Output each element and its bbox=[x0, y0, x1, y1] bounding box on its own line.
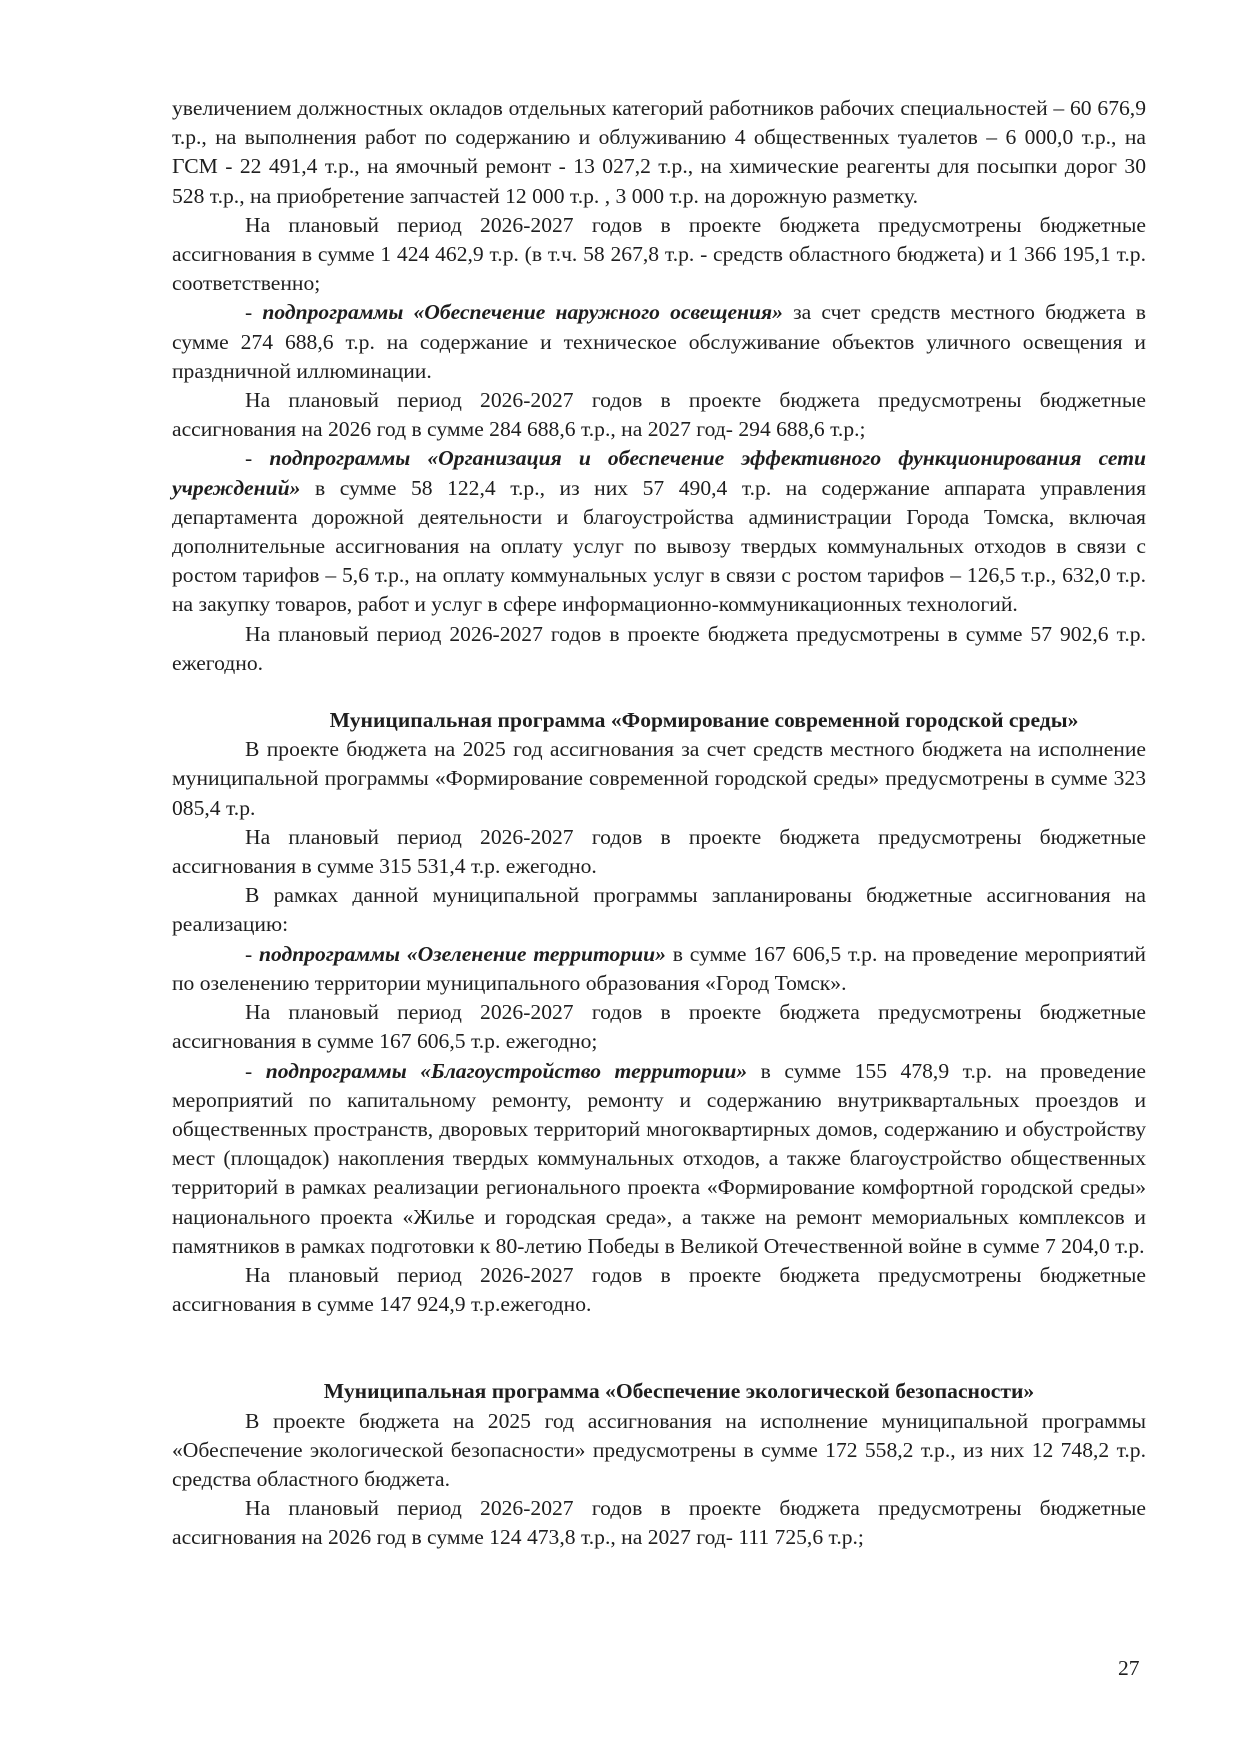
subprogram-title: подпрограммы «Обеспечение наружного освещения» bbox=[262, 300, 783, 325]
paragraph: На плановый период 2026-2027 годов в проекте бюджета предусмотрены бюджетные ассигнования в сумме 147 924,9 т.р.ежегодно. bbox=[172, 1262, 1146, 1317]
section-heading: Муниципальная программа «Формирование современной городской среды» bbox=[329, 708, 1079, 733]
dash: - bbox=[245, 1058, 266, 1083]
subprogram-text: в сумме 155 478,9 т.р. на проведение мероприятий по капитальному ремонту, ремонту и содержанию внутриквартальных проездов и общественных пространств, дворовых территорий многоквартирных домов, содержанию и обустройству мест (площадок) накопления твердых коммунальных отходов, а также благоустройство общественных территорий в рамках реализации регионального проекта «Формирование комфортной городской среды» национального проекта «Жилье и городская среда», а также на ремонт мемориальных комплексов и памятников в рамках подготовки к 80-летию Победы в Великой Отечественной войне в сумме 7 204,0 т.р. bbox=[172, 1058, 1146, 1258]
paragraph: В рамках данной муниципальной программы запланированы бюджетные ассигнования на реализацию: bbox=[172, 883, 1146, 937]
subprogram-paragraph bbox=[172, 298, 1146, 386]
dash: - bbox=[245, 446, 270, 471]
subprogram-text: в сумме 167 606,5 т.р. на проведение мероприятий по озеленению территории муниципального образования «Город Томск». bbox=[172, 941, 1146, 995]
paragraph: На плановый период 2026-2027 годов в проекте бюджета предусмотрены в сумме 57 902,6 т.р. ежегодно. bbox=[172, 621, 1146, 675]
dash: - bbox=[245, 300, 263, 325]
subprogram-text: за счет средств местного бюджета в сумме 274 688,6 т.р. на содержание и техническое обслуживание объектов уличного освещения и праздничной иллюминации. bbox=[172, 300, 1146, 383]
paragraph: На плановый период 2026-2027 годов в проекте бюджета предусмотрены бюджетные ассигнования в сумме 1 424 462,9 т.р. (в т.ч. 58 267,8 т.р. - средств областного бюджета) и 1 366 195,1 т.р. соответственно; bbox=[172, 212, 1146, 296]
paragraph: В проекте бюджета на 2025 год ассигнования на исполнение муниципальной программы «Обеспечение экологической безопасности» предусмотрены в сумме 172 558,2 т.р., из них 12 748,2 т.р. средства областного бюджета. bbox=[172, 1408, 1146, 1491]
paragraph: увеличением должностных окладов отдельных категорий работников рабочих специальностей – 60 676,9 т.р., на выполнения работ по содержанию и облуживанию 4 общественных туалетов – 6 000,0 т.р., на ГСМ - 22 491,4 т.р., на ямочный ремонт - 13 027,2 т.р., на химические реагенты для посыпки дорог 30 528 т.р., на приобретение запчастей 12 000 т.р. , 3 000 т.р. на дорожную разметку. bbox=[172, 96, 1146, 208]
paragraph: На плановый период 2026-2027 годов в проекте бюджета предусмотрены бюджетные ассигнования на 2026 год в сумме 124 473,8 т.р., на 2027 год- 111 725,6 т.р.; bbox=[172, 1496, 1146, 1550]
document-page bbox=[172, 94, 1146, 1553]
dash: - bbox=[245, 941, 260, 966]
paragraph: На плановый период 2026-2027 годов в проекте бюджета предусмотрены бюджетные ассигнования на 2026 год в сумме 284 688,6 т.р., на 2027 год- 294 688,6 т.р.; bbox=[172, 388, 1146, 442]
subprogram-title: подпрограммы «Озеленение территории» bbox=[259, 941, 666, 966]
page-number: 27 bbox=[1118, 1656, 1140, 1680]
subprogram-title: подпрограммы «Организация и обеспечение эффективного функционирования сети учреждений» bbox=[172, 446, 1147, 500]
subprogram-title: подпрограммы «Благоустройство территории» bbox=[265, 1058, 748, 1083]
paragraph: На плановый период 2026-2027 годов в проекте бюджета предусмотрены бюджетные ассигнования в сумме 167 606,5 т.р. ежегодно; bbox=[172, 1000, 1146, 1054]
subprogram-text: в сумме 58 122,4 т.р., из них 57 490,4 т.р. на содержание аппарата управления департамента дорожной деятельности и благоустройства администрации Города Томска, включая дополнительные ассигнования на оплату услуг по вывозу твердых коммунальных отходов в связи с ростом тарифов – 5,6 т.р., на оплату коммунальных услуг в связи с ростом тарифов – 126,5 т.р., 632,0 т.р. на закупку товаров, работ и услуг в сфере информационно-коммуникационных технологий. bbox=[172, 475, 1146, 617]
paragraph: В проекте бюджета на 2025 год ассигнования за счет средств местного бюджета на исполнение муниципальной программы «Формирование современной городской среды» предусмотрены в сумме 323 085,4 т.р. bbox=[172, 737, 1146, 820]
subprogram-paragraph bbox=[172, 940, 1146, 998]
subprogram-paragraph bbox=[172, 1057, 1146, 1261]
paragraph: На плановый период 2026-2027 годов в проекте бюджета предусмотрены бюджетные ассигнования в сумме 315 531,4 т.р. ежегодно. bbox=[172, 824, 1146, 879]
subprogram-paragraph bbox=[172, 444, 1146, 619]
section-heading: Муниципальная программа «Обеспечение экологической безопасности» bbox=[323, 1379, 1035, 1404]
